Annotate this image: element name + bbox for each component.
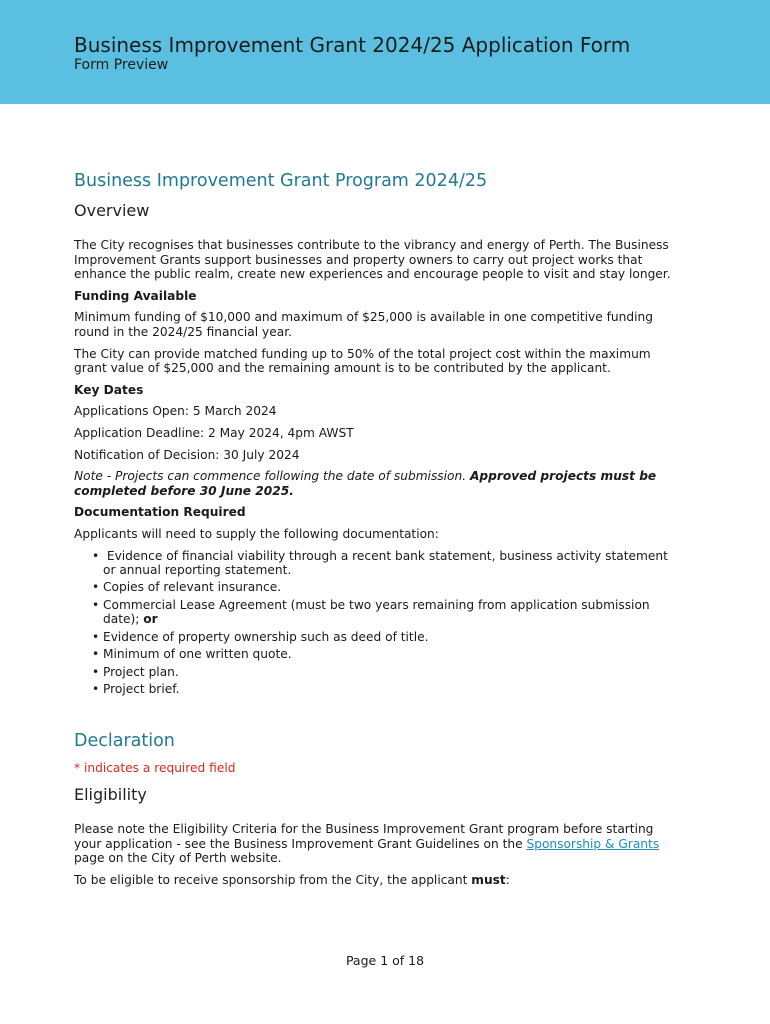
funding-label: Funding Available: [74, 288, 197, 303]
sponsorship-grants-link[interactable]: Sponsorship & Grants: [526, 836, 660, 851]
form-content: [74, 170, 674, 895]
bullet-icon: •: [92, 664, 100, 679]
eligible-colon: :: [505, 873, 510, 887]
or-text: or: [143, 612, 158, 627]
docs-label: Documentation Required: [74, 505, 246, 520]
eligibility-heading: Eligibility: [74, 785, 147, 805]
list-item-text: Commercial Lease Agreement (must be two years remaining from application submission date);: [103, 597, 650, 627]
funding-text-1: Minimum funding of $10,000 and maximum of $25,000 is available in one competitive funding round in the 2024/25 financial year.: [74, 310, 653, 339]
completion-note: [74, 469, 674, 498]
list-item: [92, 598, 674, 627]
overview-text: The City recognises that businesses contribute to the vibrancy and energy of Perth. The Business Improvement Grants support businesses and property owners to carry out project works that enhance the public realm, create new experiences and encourage people to visit and stay longer.: [74, 238, 671, 282]
list-item: [92, 647, 674, 662]
docs-intro: Applicants will need to supply the following documentation:: [74, 526, 439, 541]
list-item-text: Project plan.: [103, 664, 179, 679]
bullet-icon: •: [92, 647, 100, 662]
form-subtitle: Form Preview: [74, 57, 169, 73]
funding-text-2: The City can provide matched funding up to 50% of the total project cost within the maximum grant value of $25,000 and the remaining amount is to be contributed by the applicant.: [74, 346, 651, 376]
key-date-open: Applications Open: 5 March 2024: [74, 404, 277, 419]
list-item-text: Evidence of property ownership such as deed of title.: [103, 629, 429, 644]
list-item-text: Project brief.: [103, 682, 180, 697]
page-number: Page 1 of 18: [345, 953, 425, 968]
list-item: [92, 630, 674, 645]
key-date-decision: Notification of Decision: 30 July 2024: [74, 447, 300, 462]
list-item: [92, 549, 674, 578]
bullet-icon: •: [92, 580, 100, 595]
eligibility-text-end: page on the City of Perth website.: [74, 851, 282, 866]
list-item-text: Evidence of financial viability through a recent bank statement, business activity statement or annual reporting statement.: [103, 548, 668, 578]
list-item-text: Minimum of one written quote.: [103, 647, 292, 662]
form-title: Business Improvement Grant 2024/25 Application Form: [74, 33, 631, 57]
bullet-icon: •: [92, 629, 100, 644]
note-text: Note - Projects can commence following the date of submission.: [74, 469, 470, 484]
list-item-text: Copies of relevant insurance.: [103, 580, 282, 595]
bullet-icon: •: [92, 548, 100, 563]
required-field-note: * indicates a required field: [74, 760, 236, 775]
note-bold: Approved projects must be completed before 30 June 2025.: [74, 469, 657, 498]
docs-list: [74, 549, 674, 697]
eligibility-text: [74, 822, 674, 866]
key-dates-label: Key Dates: [74, 382, 144, 397]
list-item: [92, 665, 674, 680]
header-banner: [0, 0, 770, 104]
bullet-icon: •: [92, 682, 100, 697]
list-item: [92, 682, 674, 697]
eligible-text: To be eligible to receive sponsorship from the City, the applicant: [74, 873, 472, 887]
declaration-heading: Declaration: [74, 730, 175, 751]
bullet-icon: •: [92, 597, 100, 612]
eligibility-text-start: Please note the Eligibility Criteria for the Business Improvement Grant program before starting your application - see the Business Improvement Grant Guidelines on the: [74, 822, 654, 851]
eligible-bold: must: [471, 873, 506, 887]
overview-heading: Overview: [74, 201, 150, 220]
key-date-deadline: Application Deadline: 2 May 2024, 4pm AWST: [74, 425, 354, 440]
list-item: [92, 580, 674, 595]
program-heading: Business Improvement Grant Program 2024/25: [74, 171, 488, 191]
eligible-requirement: [74, 873, 674, 888]
